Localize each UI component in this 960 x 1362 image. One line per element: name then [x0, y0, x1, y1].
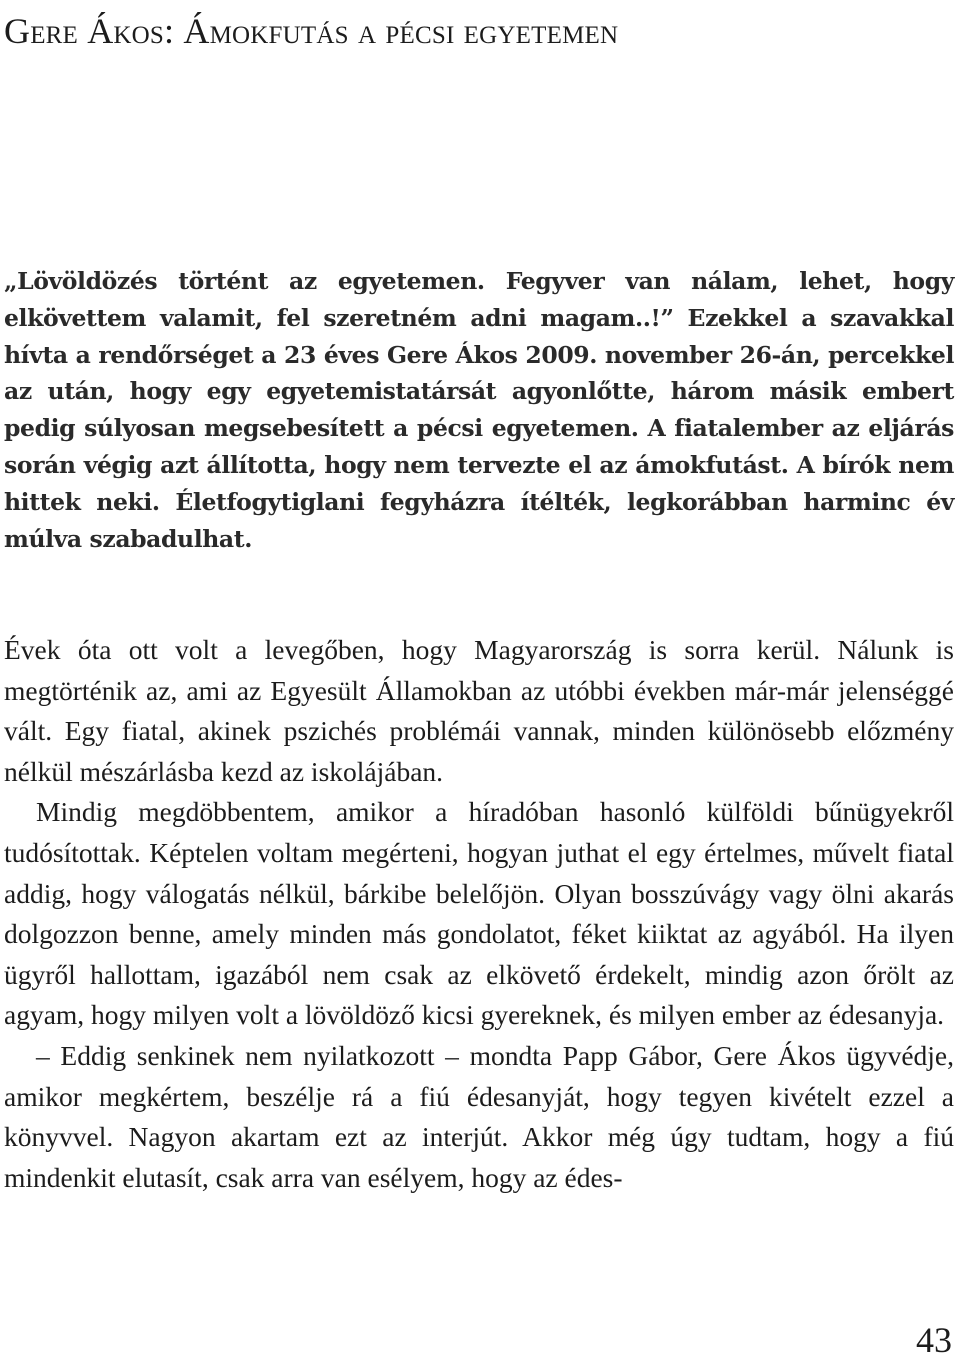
- page-number: 43: [916, 1320, 952, 1360]
- article-body: [4, 630, 954, 1198]
- page-title: Gere Ákos: Ámokfutás a pécsi egyetemen: [4, 11, 619, 51]
- lead-paragraph: „Lövöldözés történt az egyetemen. Fegyver van nálam, lehet, hogy elkövettem valamit, fel szeretném adni magam..!” Ezekkel a szavakkal hívta a rendőrséget a 23 éves Gere Ákos 2009. november 26-án, percekkel az után, hogy egy egyetemistatársát agyonlőtte, három másik embert pedig súlyosan megsebesített a pécsi egyetemen. A fiatalember az eljárás során végig azt állította, hogy nem tervezte el az ámokfutást. A bírók nem hittek neki. Életfogytiglani fegyházra ítélték, legkorábban harminc év múlva szabadulhat.: [4, 267, 954, 553]
- body-paragraph: Mindig megdöbbentem, amikor a híradóban hasonló külföldi bűnügyekről tudósítottak. Képtelen voltam megérteni, hogyan juthat el egy értelmes, művelt fiatal addig, hogy válogatás nélkül, bárkibe belelőjön. Olyan bosszúvágy vagy ölni akarás dolgozzon benne, amely minden más gondolatot, féket kiiktat az agyából. Ha ilyen ügyről hallottam, igazából nem csak az elkövető érdekelt, mindig azon őrölt az agyam, hogy milyen volt a lövöldöző kicsi gyereknek, és milyen ember az édesanyja.: [4, 796, 954, 1031]
- body-paragraph: Évek óta ott volt a levegőben, hogy Magyarország is sorra kerül. Nálunk is megtörténik az, ami az Egyesült Államokban az utóbbi években már-már jelenséggé vált. Egy fiatal, akinek pszichés problémái vannak, minden különösebb előzmény nélkül mészárlásba kezd az iskolájában.: [4, 634, 954, 787]
- body-paragraph: – Eddig senkinek nem nyilatkozott – mondta Papp Gábor, Gere Ákos ügyvédje, amikor megkértem, beszélje rá a fiú édesanyját, hogy tegyen kivételt ezzel a könyvvel. Nagyon akartam ezt az interjút. Akkor még úgy tudtam, hogy a fiú mindenkit elutasít, csak arra van esélyem, hogy az édes-: [4, 1039, 954, 1193]
